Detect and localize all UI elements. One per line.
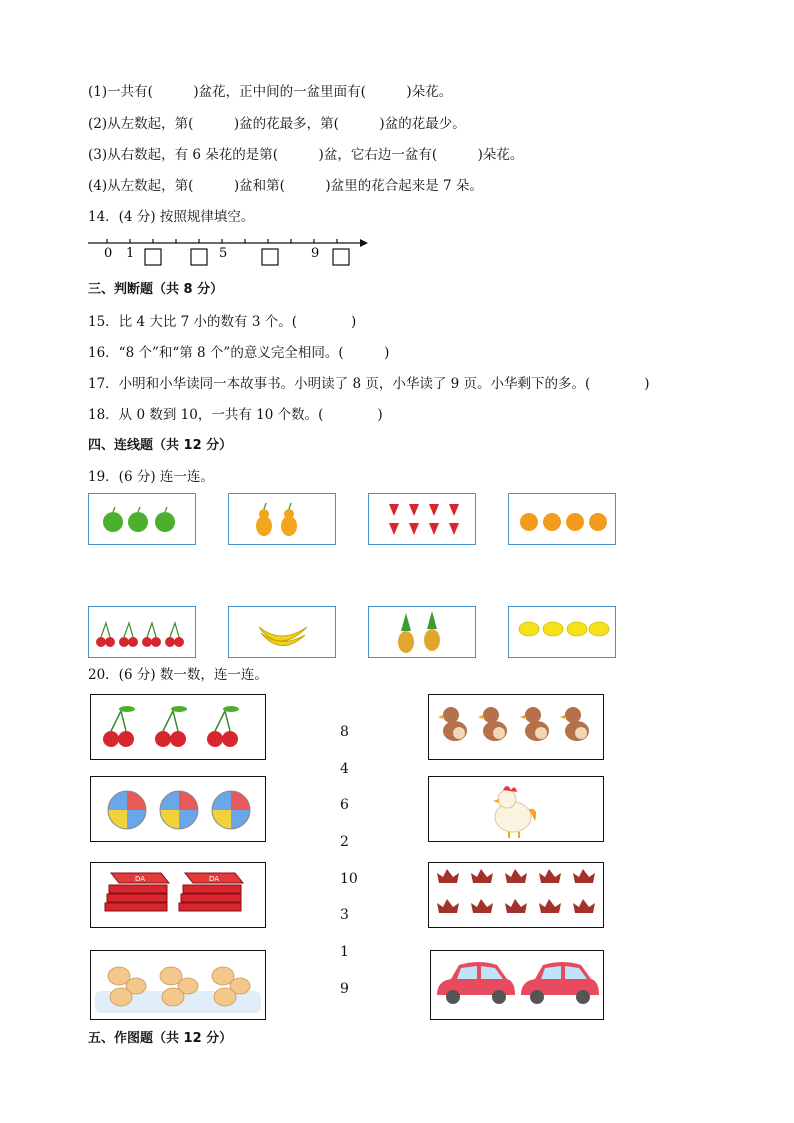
maple-leaf-icon — [437, 869, 595, 913]
q13-line-1: (1)一共有( )盆花，正中间的一盆里面有( )朵花。 — [88, 84, 453, 100]
number-option[interactable]: 8 — [340, 724, 349, 740]
leaf-picture-box[interactable] — [428, 862, 604, 928]
answer-box — [262, 249, 278, 265]
tick-label: 0 — [104, 246, 113, 261]
number-option[interactable]: 3 — [340, 907, 349, 923]
bird-icon — [438, 707, 589, 741]
q19-title: 19．(6 分) 连一连。 — [88, 469, 214, 485]
q13-line-3: (3)从右数起，有 6 朵花的是第( )盆，它右边一盆有( )朵花。 — [88, 147, 524, 163]
apple-box[interactable] — [88, 493, 196, 545]
cherry-icon — [103, 706, 239, 747]
book-picture-box[interactable] — [90, 862, 266, 928]
apple-icon — [103, 507, 175, 532]
chicken-icon — [493, 786, 536, 838]
q13-line-2: (2)从左数起，第( )盆的花最多，第( )盆的花最少。 — [88, 116, 466, 132]
car-picture-box[interactable] — [430, 950, 604, 1020]
book-stack-icon — [105, 873, 243, 911]
q20-title: 20．(6 分) 数一数，连一连。 — [88, 667, 268, 683]
q16: 16．“8 个”和“第 8 个”的意义完全相同。( ) — [88, 345, 390, 361]
section-5-heading: 五、作图题（共 12 分） — [88, 1031, 233, 1046]
egg-icon — [108, 967, 250, 1006]
car-icon — [437, 962, 599, 1004]
book-label: DA — [209, 875, 220, 883]
pineapple-box[interactable] — [368, 606, 476, 658]
bird-picture-box[interactable] — [428, 694, 604, 760]
strawberry-icon — [389, 504, 459, 535]
number-line — [0, 230, 794, 270]
egg-picture-box[interactable] — [90, 950, 266, 1020]
q18: 18．从 0 数到 10，一共有 10 个数。( ) — [88, 407, 383, 423]
pear-box[interactable] — [228, 493, 336, 545]
lemon-icon — [519, 622, 609, 636]
number-option[interactable]: 9 — [340, 981, 349, 997]
answer-box — [191, 249, 207, 265]
q15: 15．比 4 大比 7 小的数有 3 个。( ) — [88, 314, 357, 330]
ball-picture-box[interactable] — [90, 776, 266, 842]
section-4-heading: 四、连线题（共 12 分） — [88, 438, 233, 453]
strawberry-box[interactable] — [368, 493, 476, 545]
cherry-box[interactable] — [88, 606, 196, 658]
number-option[interactable]: 2 — [340, 834, 349, 850]
orange-box[interactable] — [508, 493, 616, 545]
beach-ball-icon — [108, 791, 250, 829]
q13-line-4: (4)从左数起，第( )盆和第( )盆里的花合起来是 7 朵。 — [88, 178, 483, 194]
q17: 17．小明和小华读同一本故事书。小明读了 8 页，小华读了 9 页。小华剩下的多。( ) — [88, 376, 650, 392]
answer-box — [333, 249, 349, 265]
book-label: DA — [135, 875, 146, 883]
cherry-picture-box[interactable] — [90, 694, 266, 760]
orange-icon — [520, 513, 607, 531]
tick-label: 9 — [311, 246, 320, 261]
pineapple-icon — [398, 611, 440, 653]
section-3-heading: 三、判断题（共 8 分） — [88, 282, 224, 297]
number-option[interactable]: 1 — [340, 944, 349, 960]
number-option[interactable]: 6 — [340, 797, 349, 813]
cherry-icon — [96, 623, 184, 647]
q14-title: 14．(4 分) 按照规律填空。 — [88, 209, 255, 225]
banana-icon — [259, 627, 307, 646]
tick-label: 5 — [219, 246, 228, 261]
lemon-box[interactable] — [508, 606, 616, 658]
answer-box — [145, 249, 161, 265]
tick-label: 1 — [126, 246, 135, 261]
banana-box[interactable] — [228, 606, 336, 658]
chicken-picture-box[interactable] — [428, 776, 604, 842]
number-option[interactable]: 10 — [340, 871, 358, 887]
number-option[interactable]: 4 — [340, 761, 349, 777]
pear-icon — [256, 503, 297, 536]
